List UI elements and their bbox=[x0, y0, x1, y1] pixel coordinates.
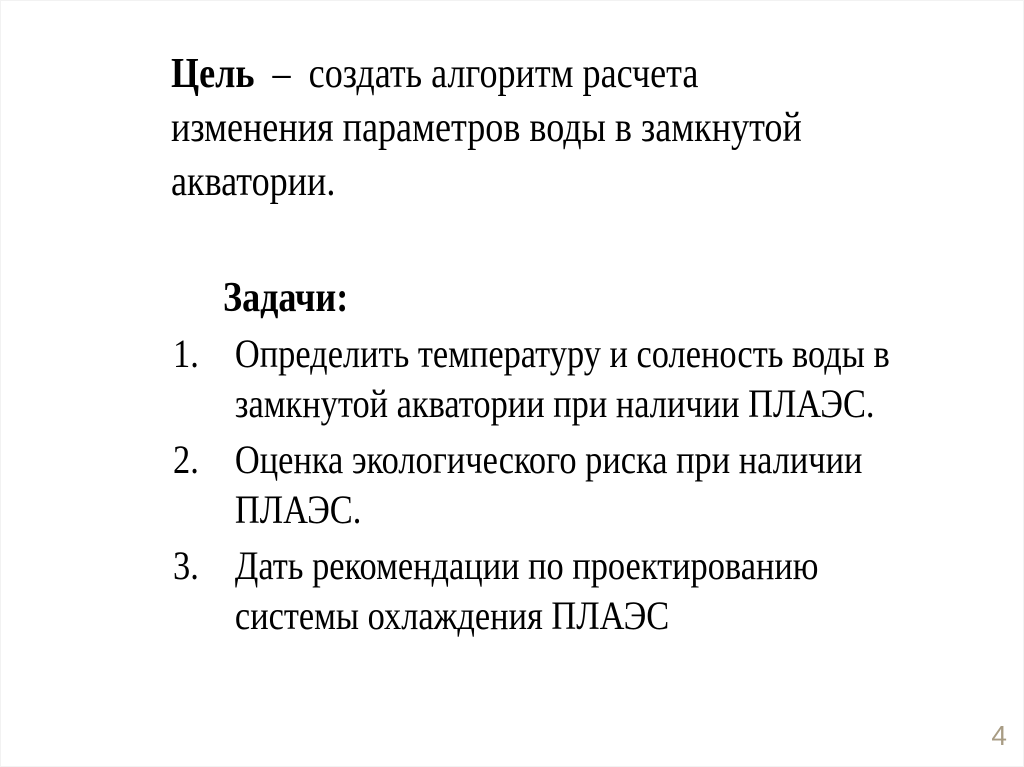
task-number: 2. bbox=[173, 437, 199, 482]
task-text-cont: замкнутой акватории при наличии ПЛАЭС. bbox=[234, 381, 875, 426]
goal-line-1 bbox=[171, 47, 859, 101]
page-number: 4 bbox=[991, 720, 1007, 751]
goal-text-2: изменения параметров воды в замкнутой bbox=[171, 105, 802, 151]
task-text-cont: системы охлаждения ПЛАЭС bbox=[234, 593, 670, 638]
task-number: 1. bbox=[173, 331, 199, 376]
goal-text-3: акватории. bbox=[171, 159, 336, 205]
task-number: 3. bbox=[173, 543, 199, 588]
goal-statement bbox=[171, 47, 859, 209]
task-item-3 bbox=[173, 541, 818, 641]
goal-dash: – bbox=[272, 51, 291, 97]
task-text-cont: ПЛАЭС. bbox=[234, 487, 362, 532]
task-text: Дать рекомендации по проектированию bbox=[234, 543, 819, 588]
tasks-heading: Задачи: bbox=[223, 275, 349, 321]
task-text: Оценка экологического риска при наличии bbox=[234, 437, 863, 482]
task-item-2 bbox=[173, 435, 862, 535]
goal-label: Цель bbox=[171, 51, 255, 97]
goal-text-1: создать алгоритм расчета bbox=[308, 51, 699, 97]
task-text: Определить температуру и соленость воды в bbox=[234, 331, 890, 376]
task-item-1 bbox=[173, 329, 890, 429]
